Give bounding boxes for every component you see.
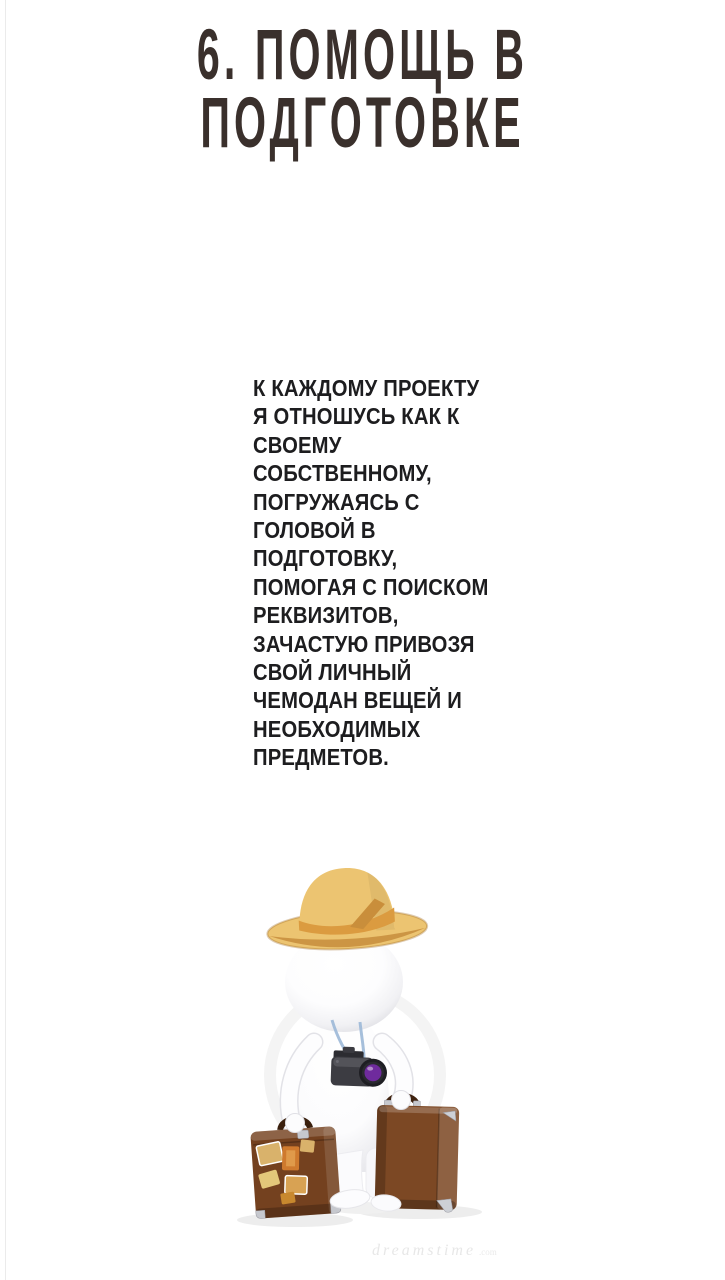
body-line: ГОЛОВОЙ В	[253, 517, 376, 544]
body-line: ЧЕМОДАН ВЕЩЕЙ И	[253, 687, 462, 714]
body-line: СВОЙ ЛИЧНЫЙ	[253, 659, 412, 686]
title-line-1: 6. ПОМОЩЬ В	[196, 16, 529, 95]
body-line: СВОЕМУ	[253, 431, 342, 458]
body-line: НЕОБХОДИМЫХ	[253, 715, 421, 742]
body-line: ПРЕДМЕТОВ.	[253, 744, 389, 771]
safari-hat-icon	[264, 864, 428, 953]
body-line: К КАЖДОМУ ПРОЕКТУ	[253, 375, 480, 401]
page-title	[0, 16, 725, 163]
body-line: ПОДГОТОВКУ,	[253, 545, 398, 572]
svg-text:dreamstime: dreamstime	[372, 1242, 477, 1259]
title-line-2: ПОДГОТОВКЕ	[200, 84, 525, 163]
watermark-text	[372, 1242, 497, 1259]
body-line: РЕКВИЗИТОВ,	[253, 602, 399, 629]
svg-text:.com: .com	[479, 1247, 497, 1257]
body-line: СОБСТВЕННОМУ,	[253, 460, 432, 487]
body-text-block	[253, 374, 517, 772]
traveler-illustration	[180, 840, 580, 1280]
body-line: Я ОТНОШУСЬ КАК К	[253, 403, 460, 430]
body-line: ПОМОГАЯ С ПОИСКОМ	[253, 573, 489, 600]
body-line: ПОГРУЖАЯСЬ С	[253, 488, 420, 515]
body-line: ЗАЧАСТУЮ ПРИВОЗЯ	[253, 630, 475, 657]
page-edge-line	[5, 0, 6, 1280]
